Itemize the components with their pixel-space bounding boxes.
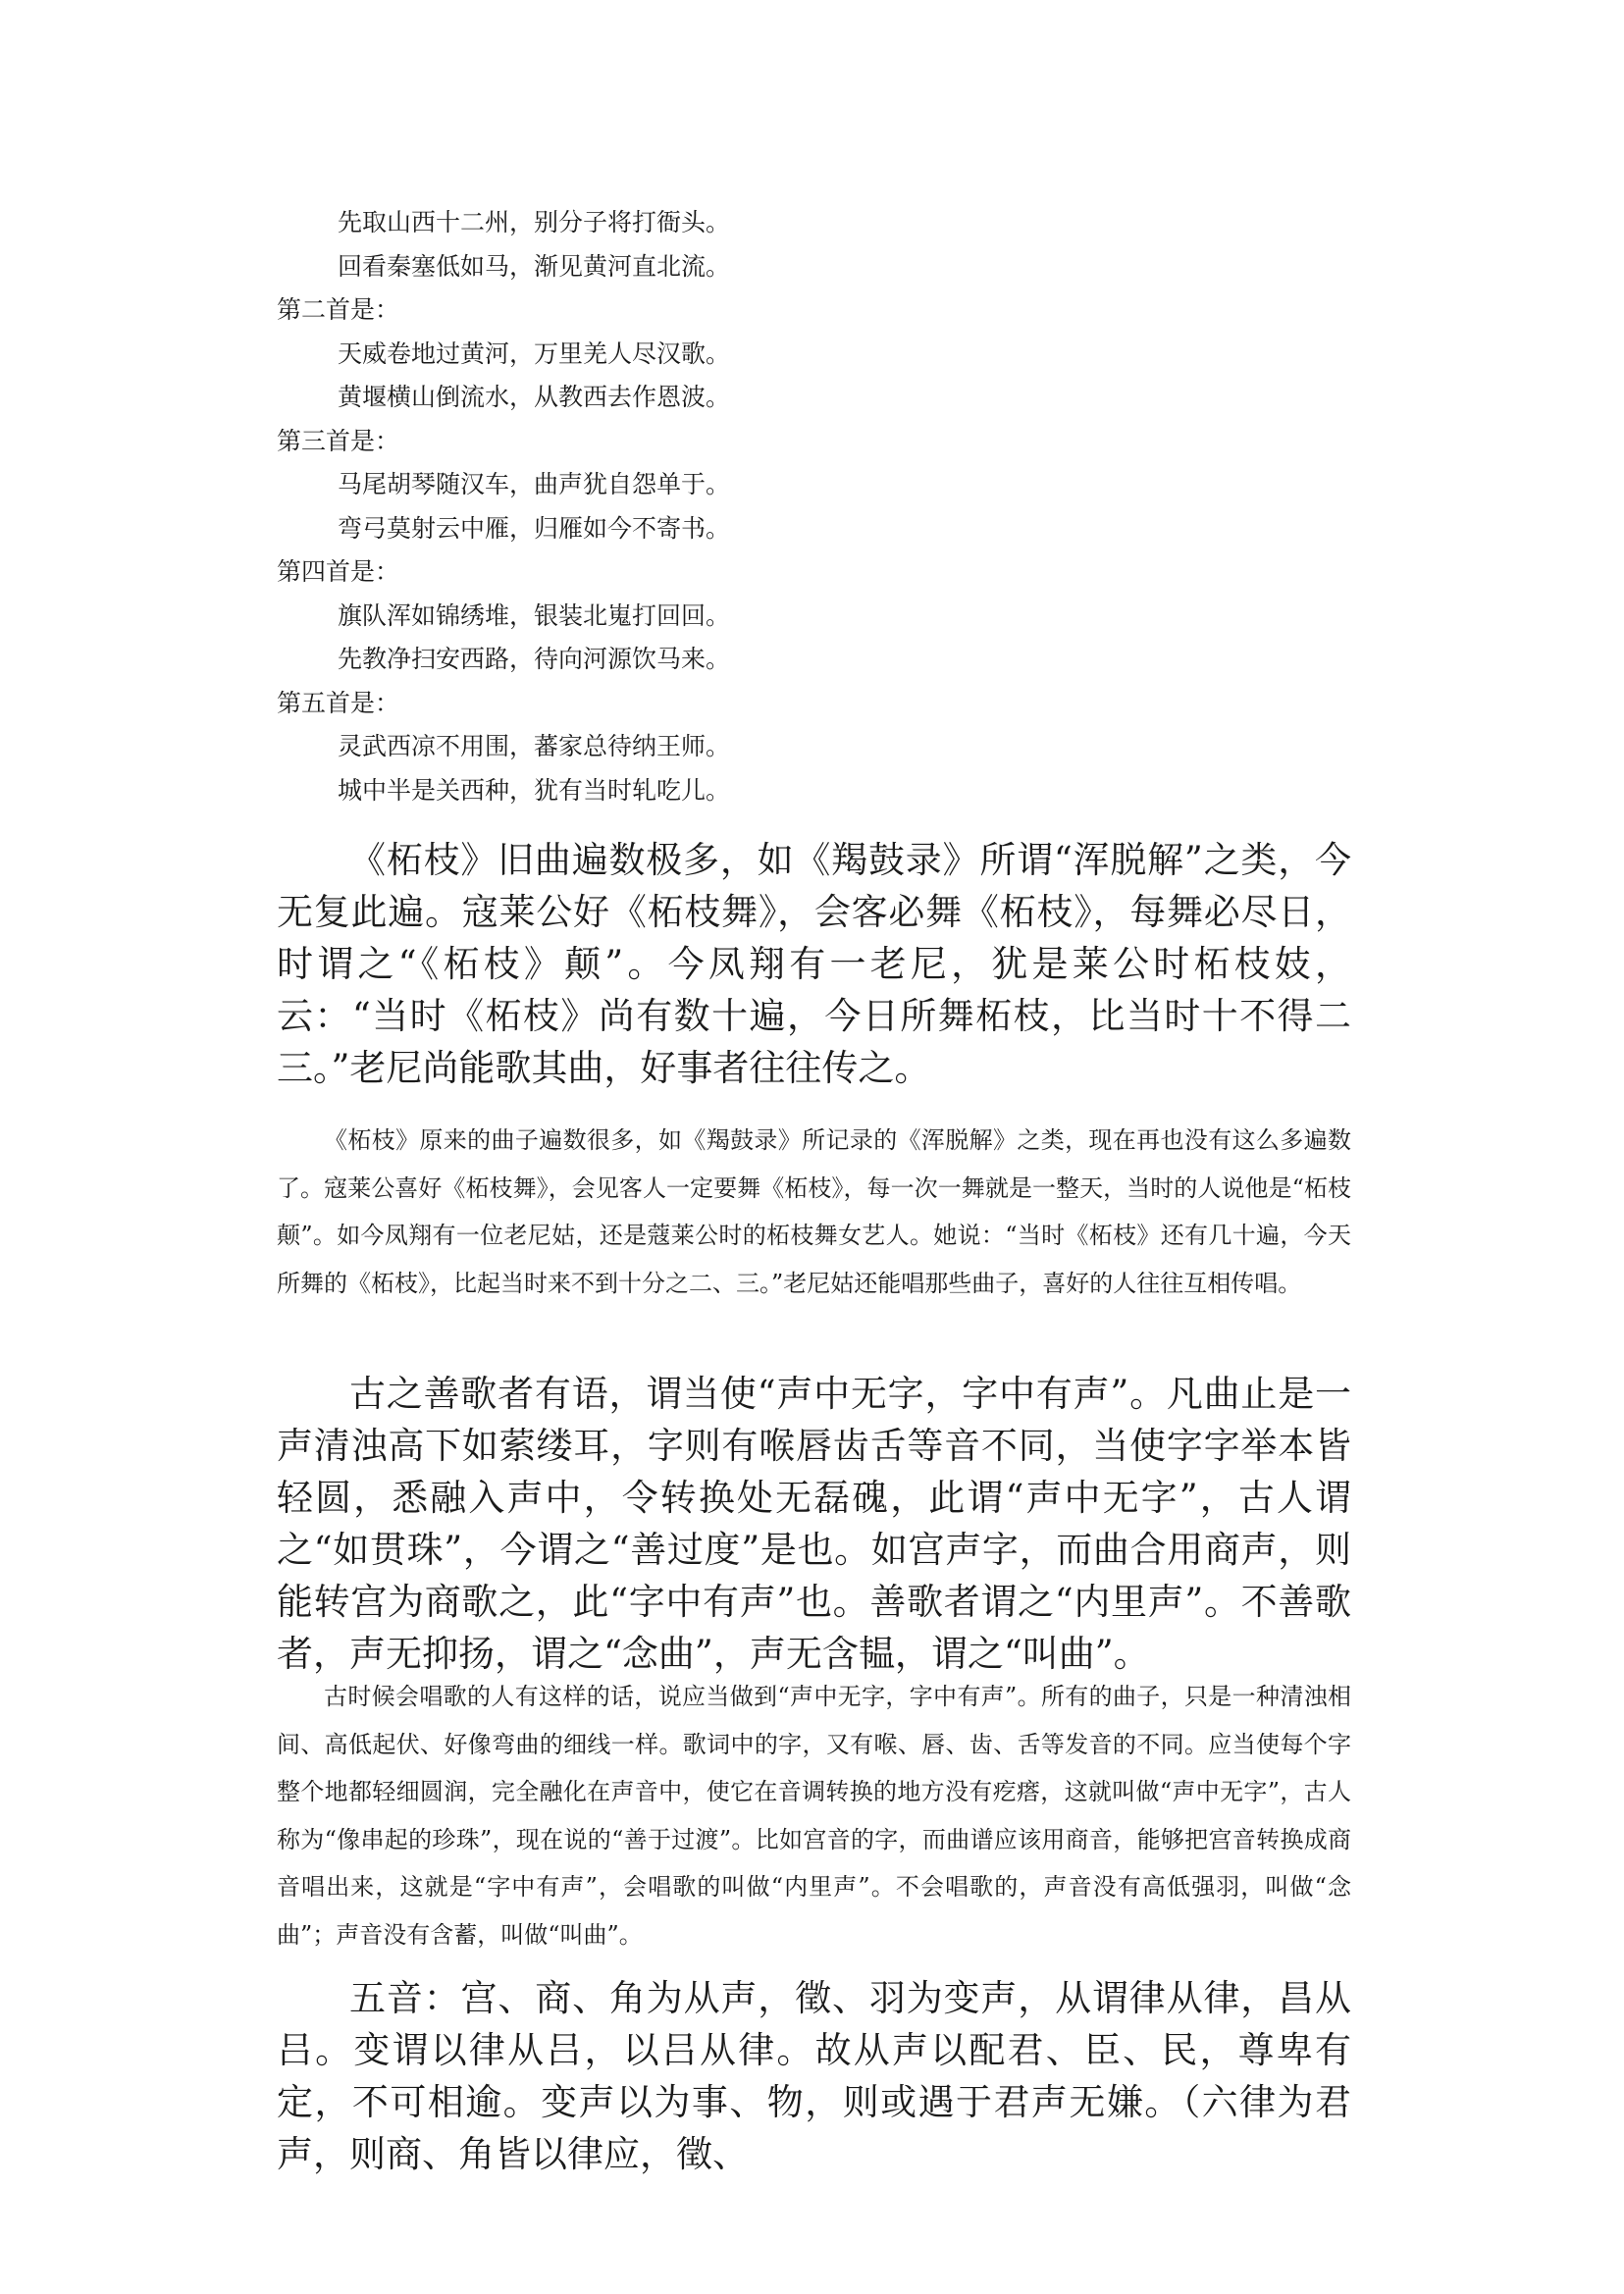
poem-heading: 第五首是： <box>277 688 400 717</box>
translation-paragraph: 古时候会唱歌的人有这样的话，说应当做到“声中无字，字中有声”。所有的曲子，只是一种清浊相间、高低起伏、好像弯曲的细线一样。歌词中的字，又有喉、唇、齿、舌等发音的不同。应当使每个字整个地都轻细圆润，完全融化在声音中，使它在音调转换的地方没有疙瘩，这就叫做“声中无字”，古人称为“像串起的珍珠”，现在说的“善于过渡”。比如宫音的字，而曲谱应该用商音，能够把宫音转换成商音唱出来，这就是“字中有声”，会唱歌的叫做“内里声”。不会唱歌的，声音没有高低强羽，叫做“念曲”；声音没有含蓄，叫做“叫曲”。 <box>277 1683 1351 1949</box>
original-text-paragraph: 《柘枝》旧曲遍数极多，如《羯鼓录》所谓“浑脱解”之类，今无复此遍。寇莱公好《柘枝舞》，会客必舞《柘枝》，每舞必尽日，时谓之“《柘枝》颠”。今凤翔有一老尼，犹是莱公时柘枝妓，云：“当时《柘枝》尚有数十遍，今日所舞柘枝，比当时十不得二三。”老尼尚能歌其曲，好事者往往传之。 <box>277 839 1351 1089</box>
poem-verse-line: 马尾胡琴随汉车，曲声犹自怨单于。 <box>338 470 731 498</box>
poem-verse-line: 弯弓莫射云中雁，归雁如今不寄书。 <box>338 513 731 543</box>
poem-heading: 第四首是： <box>277 557 400 586</box>
poem-verse-line: 天威卷地过黄河，万里羌人尽汉歌。 <box>338 339 731 368</box>
original-text-paragraph: 古之善歌者有语，谓当使“声中无字，字中有声”。凡曲止是一声清浊高下如萦缕耳，字则有喉唇齿舌等音不同，当使字字举本皆轻圆，悉融入声中，令转换处无磊磈，此谓“声中无字”，古人谓之“如贯珠”，今谓之“善过度”是也。如宫声字，而曲合用商声，则能转宫为商歌之，此“字中有声”也。善歌者谓之“内里声”。不善歌者，声无抑扬，谓之“念曲”，声无含韫，谓之“叫曲”。 <box>277 1373 1351 1675</box>
poem-verse-line: 先取山西十二州，别分子将打衙头。 <box>338 208 731 236</box>
poem-verse-line: 城中半是关西种，犹有当时轧吃儿。 <box>338 775 731 805</box>
poem-block <box>277 201 1356 812</box>
poem-verse-line: 灵武西凉不用围，蕃家总待纳王师。 <box>338 732 731 760</box>
translation-paragraph: 《柘枝》原来的曲子遍数很多，如《羯鼓录》所记录的《浑脱解》之类，现在再也没有这么多遍数了。寇莱公喜好《柘枝舞》，会见客人一定要舞《柘枝》，每一次一舞就是一整天，当时的人说他是“柘枝颠”。如今凤翔有一位老尼姑，还是蔻莱公时的柘枝舞女艺人。她说：“当时《柘枝》还有几十遍，今天所舞的《柘枝》，比起当时来不到十分之二、三。”老尼姑还能唱那些曲子，喜好的人往往互相传唱。 <box>277 1126 1351 1297</box>
poem-verse-line: 先教净扫安西路，待向河源饮马来。 <box>338 645 731 673</box>
poem-heading: 第二首是： <box>277 295 400 324</box>
poem-verse-line: 黄堰横山倒流水，从教西去作恩波。 <box>338 383 731 411</box>
poem-verse-line: 回看秦塞低如马，渐见黄河直北流。 <box>338 251 731 281</box>
poem-heading: 第三首是： <box>277 426 400 455</box>
poem-verse-line: 旗队浑如锦绣堆，银装北嵬打回回。 <box>338 600 731 630</box>
original-text-paragraph: 五音：宫、商、角为从声，徵、羽为变声，从谓律从律，昌从吕。变谓以律从吕，以吕从律。故从声以配君、臣、民，尊卑有定，不可相逾。变声以为事、物，则或遇于君声无嫌。（六律为君声，则商、角皆以律应，徵、 <box>277 1977 1351 2175</box>
